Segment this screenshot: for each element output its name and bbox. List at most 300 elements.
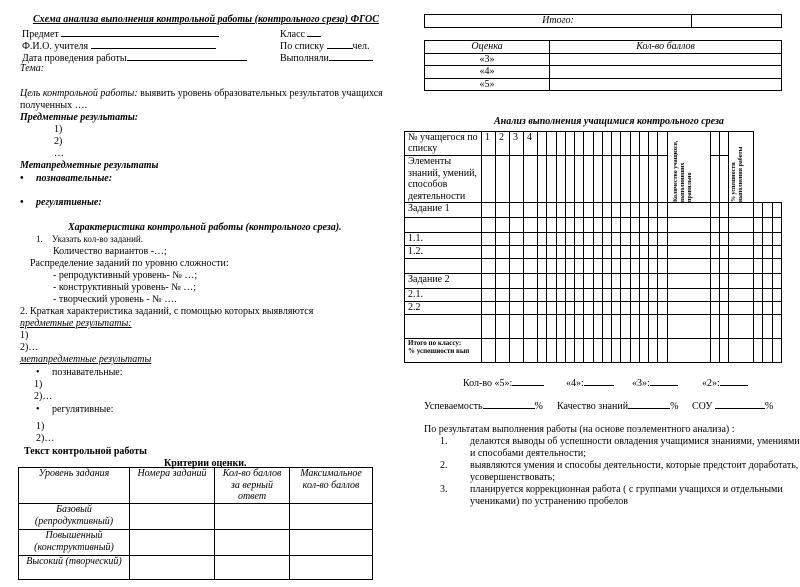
grid-cell[interactable] (772, 259, 782, 274)
grid-cell[interactable] (538, 218, 547, 233)
grid-cell[interactable] (763, 315, 772, 339)
grid-cell[interactable] (729, 274, 754, 289)
grid-cell[interactable] (556, 339, 565, 363)
grid-cell[interactable] (639, 259, 648, 274)
points-cell[interactable] (550, 53, 782, 66)
grid-cell[interactable] (602, 203, 611, 218)
grid-cell[interactable] (482, 246, 496, 259)
grid-cell[interactable] (621, 259, 630, 274)
grid-cell[interactable] (496, 218, 510, 233)
grid-cell[interactable] (621, 274, 630, 289)
grid-cell[interactable] (719, 203, 728, 218)
grid-cell[interactable] (538, 302, 547, 315)
grid-cell[interactable] (772, 274, 782, 289)
grid-cell[interactable] (565, 233, 574, 246)
grid-cell[interactable] (547, 156, 556, 203)
criteria-cell[interactable] (215, 530, 290, 556)
grid-cell[interactable] (584, 132, 593, 156)
grid-cell[interactable] (649, 259, 658, 274)
grid-cell[interactable] (556, 274, 565, 289)
grid-cell[interactable] (621, 246, 630, 259)
criteria-cell[interactable] (215, 504, 290, 530)
grid-cell[interactable] (584, 339, 593, 363)
grid-cell[interactable] (524, 274, 538, 289)
grid-cell[interactable] (593, 339, 602, 363)
grid-cell[interactable] (612, 218, 621, 233)
grid-cell[interactable] (565, 203, 574, 218)
grid-cell[interactable] (754, 259, 763, 274)
grid-cell[interactable] (649, 274, 658, 289)
grid-cell[interactable] (639, 156, 648, 203)
grid-cell[interactable] (763, 233, 772, 246)
grid-cell[interactable] (482, 339, 496, 363)
grid-cell[interactable] (556, 302, 565, 315)
grid-cell[interactable] (593, 156, 602, 203)
grid-cell[interactable] (612, 246, 621, 259)
total-value-cell[interactable] (692, 15, 782, 28)
grid-cell[interactable] (482, 259, 496, 274)
grid-cell[interactable] (496, 289, 510, 302)
grid-cell[interactable] (593, 132, 602, 156)
grid-cell[interactable] (658, 302, 667, 315)
grid-cell[interactable] (719, 289, 728, 302)
grid-cell[interactable] (621, 156, 630, 203)
grid-cell[interactable] (612, 274, 621, 289)
grid-cell[interactable] (754, 315, 763, 339)
grid-cell[interactable] (630, 302, 639, 315)
grid-cell[interactable] (719, 132, 728, 156)
grid-cell[interactable] (556, 246, 565, 259)
grid-cell[interactable] (575, 203, 584, 218)
grid-cell[interactable] (630, 218, 639, 233)
grid-cell[interactable] (612, 156, 621, 203)
grid-cell[interactable] (710, 132, 719, 156)
grid-cell[interactable] (649, 156, 658, 203)
grid-cell[interactable] (575, 218, 584, 233)
grid-cell[interactable] (524, 233, 538, 246)
grid-cell[interactable] (710, 274, 719, 289)
grid-cell[interactable] (710, 203, 719, 218)
grid-cell[interactable] (524, 203, 538, 218)
grid-cell[interactable] (729, 339, 754, 363)
grid-cell[interactable] (649, 315, 658, 339)
grid-cell[interactable] (710, 156, 719, 203)
grid-cell[interactable] (575, 315, 584, 339)
grid-cell[interactable] (729, 246, 754, 259)
grid-cell[interactable] (593, 315, 602, 339)
grid-cell[interactable] (710, 233, 719, 246)
grid-cell[interactable] (547, 132, 556, 156)
grid-cell[interactable] (658, 289, 667, 302)
grid-cell[interactable] (772, 246, 782, 259)
grid-cell[interactable] (602, 132, 611, 156)
grid-cell[interactable] (612, 203, 621, 218)
grid-cell[interactable] (575, 274, 584, 289)
grid-cell[interactable] (658, 203, 667, 218)
grid-cell[interactable] (621, 203, 630, 218)
grid-cell[interactable] (763, 274, 772, 289)
grid-cell[interactable] (658, 315, 667, 339)
grid-cell[interactable] (547, 218, 556, 233)
grid-cell[interactable] (754, 246, 763, 259)
grid-cell[interactable] (482, 218, 496, 233)
grid-cell[interactable] (510, 246, 524, 259)
grid-cell[interactable] (538, 203, 547, 218)
grid-cell[interactable] (602, 218, 611, 233)
criteria-cell[interactable] (215, 556, 290, 580)
grid-cell[interactable] (639, 246, 648, 259)
grid-cell[interactable] (639, 315, 648, 339)
grid-cell[interactable] (621, 233, 630, 246)
points-cell[interactable] (550, 78, 782, 91)
grid-cell[interactable] (621, 315, 630, 339)
grid-cell[interactable] (593, 203, 602, 218)
grid-cell[interactable] (630, 259, 639, 274)
grid-cell[interactable] (729, 218, 754, 233)
grid-cell[interactable] (630, 246, 639, 259)
grid-cell[interactable] (658, 156, 667, 203)
grid-cell[interactable] (649, 233, 658, 246)
grid-cell[interactable] (482, 274, 496, 289)
grid-cell[interactable] (658, 233, 667, 246)
grid-cell[interactable] (575, 289, 584, 302)
grid-cell[interactable] (575, 233, 584, 246)
grid-cell[interactable] (482, 302, 496, 315)
grid-cell[interactable] (621, 132, 630, 156)
grid-cell[interactable] (602, 274, 611, 289)
grid-cell[interactable] (719, 156, 728, 203)
grid-cell[interactable] (538, 233, 547, 246)
grid-cell[interactable] (621, 339, 630, 363)
grid-cell[interactable] (772, 339, 782, 363)
grid-cell[interactable] (667, 315, 710, 339)
grid-cell[interactable] (538, 289, 547, 302)
grid-cell[interactable] (772, 302, 782, 315)
grid-cell[interactable] (565, 315, 574, 339)
grid-cell[interactable] (754, 339, 763, 363)
grid-cell[interactable] (556, 315, 565, 339)
grid-cell[interactable] (612, 289, 621, 302)
grid-cell[interactable] (524, 218, 538, 233)
grid-cell[interactable] (729, 315, 754, 339)
grid-cell[interactable] (667, 233, 710, 246)
grid-cell[interactable] (482, 203, 496, 218)
grid-cell[interactable] (754, 218, 763, 233)
grid-cell[interactable] (639, 233, 648, 246)
grid-cell[interactable] (612, 233, 621, 246)
grid-cell[interactable] (565, 132, 574, 156)
grid-cell[interactable] (667, 259, 710, 274)
grid-cell[interactable] (575, 156, 584, 203)
grid-cell[interactable] (547, 203, 556, 218)
grid-cell[interactable] (639, 132, 648, 156)
grid-cell[interactable] (496, 203, 510, 218)
grid-cell[interactable] (729, 259, 754, 274)
grid-cell[interactable] (612, 339, 621, 363)
grid-cell[interactable] (658, 246, 667, 259)
grid-cell[interactable] (584, 302, 593, 315)
grid-cell[interactable] (510, 339, 524, 363)
grid-cell[interactable] (602, 289, 611, 302)
grid-cell[interactable] (556, 203, 565, 218)
grid-cell[interactable] (729, 233, 754, 246)
grid-cell[interactable] (667, 203, 710, 218)
grid-cell[interactable] (754, 203, 763, 218)
grid-cell[interactable] (719, 218, 728, 233)
grid-cell[interactable] (593, 274, 602, 289)
grid-cell[interactable] (719, 339, 728, 363)
grid-cell[interactable] (584, 259, 593, 274)
grid-cell[interactable] (602, 156, 611, 203)
grid-cell[interactable] (719, 302, 728, 315)
criteria-cell[interactable] (290, 530, 373, 556)
grid-cell[interactable] (547, 302, 556, 315)
grid-cell[interactable] (547, 233, 556, 246)
grid-cell[interactable] (538, 339, 547, 363)
grid-cell[interactable] (612, 132, 621, 156)
criteria-cell[interactable] (290, 504, 373, 530)
grid-cell[interactable] (612, 315, 621, 339)
grid-cell[interactable] (667, 339, 710, 363)
grid-cell[interactable] (639, 218, 648, 233)
grid-cell[interactable] (524, 302, 538, 315)
grid-cell[interactable] (510, 289, 524, 302)
grid-cell[interactable] (565, 339, 574, 363)
grid-cell[interactable] (763, 302, 772, 315)
grid-cell[interactable] (763, 289, 772, 302)
grid-cell[interactable] (719, 274, 728, 289)
grid-cell[interactable] (763, 246, 772, 259)
grid-cell[interactable] (630, 339, 639, 363)
grid-cell[interactable] (710, 302, 719, 315)
grid-cell[interactable] (575, 132, 584, 156)
grid-cell[interactable] (658, 274, 667, 289)
grid-cell[interactable] (556, 218, 565, 233)
grid-cell[interactable] (584, 233, 593, 246)
grid-cell[interactable] (565, 274, 574, 289)
grid-cell[interactable] (496, 259, 510, 274)
grid-cell[interactable] (547, 274, 556, 289)
grid-cell[interactable] (658, 132, 667, 156)
grid-cell[interactable] (658, 259, 667, 274)
grid-cell[interactable] (547, 315, 556, 339)
grid-cell[interactable] (729, 289, 754, 302)
grid-cell[interactable] (667, 274, 710, 289)
grid-cell[interactable] (763, 203, 772, 218)
grid-cell[interactable] (649, 132, 658, 156)
grid-cell[interactable] (593, 289, 602, 302)
grid-cell[interactable] (524, 246, 538, 259)
grid-cell[interactable] (556, 289, 565, 302)
grid-cell[interactable] (593, 246, 602, 259)
grid-cell[interactable] (496, 233, 510, 246)
grid-cell[interactable] (602, 259, 611, 274)
grid-cell[interactable] (649, 289, 658, 302)
grid-cell[interactable] (538, 246, 547, 259)
grid-cell[interactable] (639, 203, 648, 218)
grid-cell[interactable] (602, 246, 611, 259)
grid-cell[interactable] (547, 339, 556, 363)
grid-cell[interactable] (547, 259, 556, 274)
grid-cell[interactable] (538, 259, 547, 274)
grid-cell[interactable] (763, 218, 772, 233)
grid-cell[interactable] (719, 315, 728, 339)
grid-cell[interactable] (658, 218, 667, 233)
grid-cell[interactable] (729, 203, 754, 218)
grid-cell[interactable] (630, 203, 639, 218)
grid-cell[interactable] (754, 233, 763, 246)
grid-cell[interactable] (772, 315, 782, 339)
grid-cell[interactable] (524, 156, 538, 203)
grid-cell[interactable] (584, 203, 593, 218)
grid-cell[interactable] (575, 246, 584, 259)
grid-cell[interactable] (719, 259, 728, 274)
grid-cell[interactable] (510, 156, 524, 203)
grid-cell[interactable] (602, 302, 611, 315)
task-label: Задание 1 (405, 203, 482, 218)
grid-cell[interactable] (593, 259, 602, 274)
grid-cell[interactable] (510, 302, 524, 315)
grid-cell[interactable] (602, 233, 611, 246)
grid-cell[interactable] (639, 302, 648, 315)
grid-cell[interactable] (621, 289, 630, 302)
grid-cell[interactable] (593, 302, 602, 315)
grid-cell[interactable] (575, 339, 584, 363)
grid-cell[interactable] (556, 233, 565, 246)
grid-cell[interactable] (754, 274, 763, 289)
grid-cell[interactable] (649, 339, 658, 363)
grid-cell[interactable] (658, 339, 667, 363)
grid-cell[interactable] (630, 274, 639, 289)
grid-cell[interactable] (639, 289, 648, 302)
grid-cell[interactable] (482, 289, 496, 302)
grid-cell[interactable] (667, 246, 710, 259)
grid-cell[interactable] (639, 339, 648, 363)
grid-cell[interactable] (565, 302, 574, 315)
grid-cell[interactable] (496, 339, 510, 363)
grid-cell[interactable] (538, 315, 547, 339)
grid-cell[interactable] (538, 132, 547, 156)
grid-cell[interactable] (538, 274, 547, 289)
grid-cell[interactable] (565, 246, 574, 259)
grid-cell[interactable] (630, 289, 639, 302)
grid-cell[interactable] (584, 315, 593, 339)
grid-cell[interactable] (510, 203, 524, 218)
grid-cell[interactable] (496, 315, 510, 339)
grid-cell[interactable] (524, 315, 538, 339)
grid-cell[interactable] (565, 156, 574, 203)
grid-cell[interactable] (754, 289, 763, 302)
criteria-cell[interactable] (290, 556, 373, 580)
grid-cell[interactable] (772, 289, 782, 302)
grid-cell[interactable] (710, 246, 719, 259)
grid-cell[interactable] (649, 218, 658, 233)
grid-cell[interactable] (565, 259, 574, 274)
grid-cell[interactable] (710, 339, 719, 363)
grid-cell[interactable] (510, 233, 524, 246)
grid-cell[interactable] (649, 302, 658, 315)
grid-cell[interactable] (593, 218, 602, 233)
grid-cell[interactable] (667, 302, 710, 315)
grid-cell[interactable] (630, 315, 639, 339)
grid-cell[interactable] (667, 218, 710, 233)
grid-cell[interactable] (547, 246, 556, 259)
grid-cell[interactable] (584, 218, 593, 233)
grid-cell[interactable] (719, 246, 728, 259)
grid-cell[interactable] (710, 315, 719, 339)
grid-cell[interactable] (729, 302, 754, 315)
grid-cell[interactable] (524, 259, 538, 274)
grid-cell[interactable] (584, 156, 593, 203)
grid-cell[interactable] (510, 259, 524, 274)
grid-cell[interactable] (612, 259, 621, 274)
grid-cell[interactable] (630, 156, 639, 203)
grid-cell[interactable] (754, 302, 763, 315)
grid-cell[interactable] (575, 259, 584, 274)
grid-cell[interactable] (649, 246, 658, 259)
grid-cell[interactable] (630, 233, 639, 246)
grid-cell[interactable] (482, 315, 496, 339)
grid-cell[interactable] (710, 259, 719, 274)
grid-cell[interactable] (524, 339, 538, 363)
grid-cell[interactable] (510, 315, 524, 339)
grid-cell[interactable] (547, 289, 556, 302)
grid-cell[interactable] (565, 218, 574, 233)
grid-cell[interactable] (602, 315, 611, 339)
grid-cell[interactable] (538, 156, 547, 203)
grid-cell[interactable] (584, 289, 593, 302)
criteria-cell[interactable] (130, 556, 215, 580)
grid-cell[interactable] (602, 339, 611, 363)
grid-cell[interactable] (584, 274, 593, 289)
grid-cell[interactable] (556, 259, 565, 274)
grid-cell[interactable] (496, 156, 510, 203)
grid-cell[interactable] (772, 218, 782, 233)
grid-cell[interactable] (710, 218, 719, 233)
grid-cell[interactable] (667, 289, 710, 302)
grid-cell[interactable] (639, 274, 648, 289)
grid-cell[interactable] (612, 302, 621, 315)
criteria-cell[interactable] (130, 530, 215, 556)
grid-cell[interactable] (556, 132, 565, 156)
points-cell[interactable] (550, 66, 782, 79)
grid-cell[interactable] (482, 233, 496, 246)
grid-cell[interactable] (763, 339, 772, 363)
grid-cell[interactable] (649, 203, 658, 218)
grid-cell[interactable] (584, 246, 593, 259)
grid-cell[interactable] (630, 132, 639, 156)
grid-cell[interactable] (524, 289, 538, 302)
grid-cell[interactable] (763, 259, 772, 274)
grid-cell[interactable] (565, 289, 574, 302)
grid-cell[interactable] (621, 218, 630, 233)
criteria-cell[interactable] (130, 504, 215, 530)
grid-cell[interactable] (510, 274, 524, 289)
grid-cell[interactable] (510, 218, 524, 233)
grid-cell[interactable] (719, 233, 728, 246)
grid-cell[interactable] (482, 156, 496, 203)
grid-cell[interactable] (710, 289, 719, 302)
grid-cell[interactable] (496, 246, 510, 259)
grid-cell[interactable] (496, 274, 510, 289)
grid-cell[interactable] (496, 302, 510, 315)
grid-cell[interactable] (772, 203, 782, 218)
grid-cell[interactable] (556, 156, 565, 203)
grid-cell[interactable] (575, 302, 584, 315)
grid-cell[interactable] (621, 302, 630, 315)
grid-cell[interactable] (593, 233, 602, 246)
grid-cell[interactable] (772, 233, 782, 246)
